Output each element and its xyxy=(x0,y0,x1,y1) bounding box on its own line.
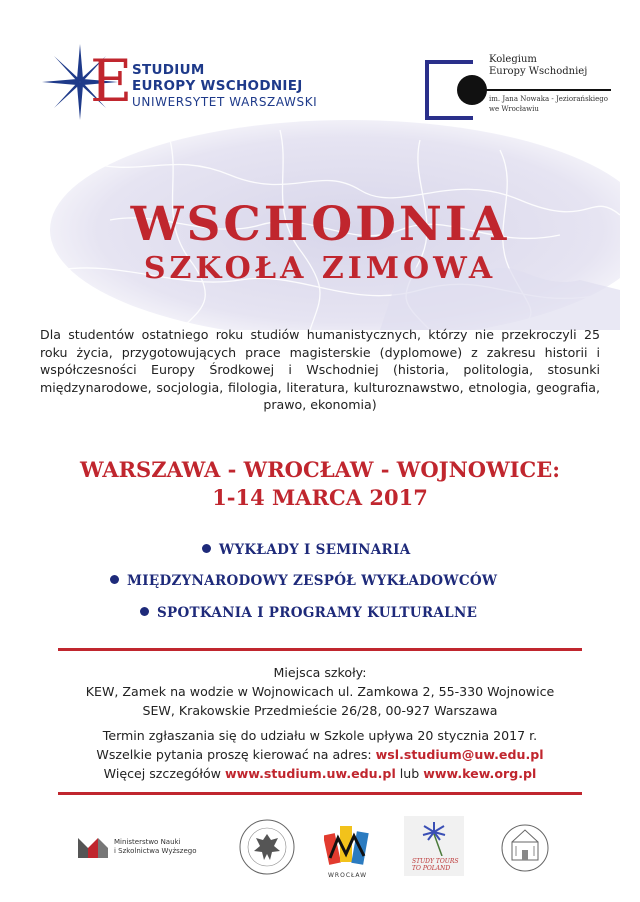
deadline-text: Termin zgłaszania się do udziału w Szkole upływa 20 stycznia 2017 r. xyxy=(102,728,538,743)
bullet-dot-icon xyxy=(202,544,211,553)
sew-line3: UNIWERSYTET WARSZAWSKI xyxy=(132,95,318,109)
kew-url-link[interactable]: www.kew.org.pl xyxy=(423,766,537,781)
kew-line3: im. Jana Nowaka - Jeziorańskiego xyxy=(489,95,608,103)
title-line1: WSCHODNIA xyxy=(130,197,510,252)
more-mid: lub xyxy=(395,766,424,781)
place-kew: KEW, Zamek na wodzie w Wojnowicach ul. Zamkowa 2, 55-330 Wojnowice xyxy=(85,684,555,699)
studium-url-link[interactable]: www.studium.uw.edu.pl xyxy=(224,766,396,781)
kew-line1: Kolegium xyxy=(489,54,537,65)
event-dates: 1-14 MARCA 2017 xyxy=(212,485,428,510)
bullet-label: MIĘDZYNARODOWY ZESPÓŁ WYKŁADOWCÓW xyxy=(127,573,498,589)
bullet-label: SPOTKANIA I PROGRAMY KULTURALNE xyxy=(157,605,478,621)
cornflower-icon xyxy=(414,820,454,856)
places-label: Miejsca szkoły: xyxy=(273,665,367,680)
questions-prefix: Wszelkie pytania proszę kierować na adres: xyxy=(96,747,376,762)
place-sew: SEW, Krakowskie Przedmieście 26/28, 00-927 Warszawa xyxy=(142,703,498,718)
ministry-logo xyxy=(78,830,228,866)
study-tours-logo xyxy=(404,816,464,876)
kew-subtitle xyxy=(489,94,608,114)
intro-paragraph: Dla studentów ostatniego roku studiów humanistycznych, którzy nie przekroczyli 25 roku życia, przygotowujących prace magisterskie (dyplomowe) z zakresu historii i współczesności Europy Środkowej i Wschodniej (historia, politologia, stosunki międzynarodowe, socjologia, filologia, literatura, kulturoznawstwo, etnologia, geografia, prawo, ekonomia) xyxy=(40,327,600,412)
kew-name xyxy=(489,54,587,78)
bullet-dot-icon xyxy=(110,575,119,584)
questions-line xyxy=(0,746,640,763)
sew-line1: STUDIUM xyxy=(132,62,205,78)
more-prefix: Więcej szczegółów xyxy=(103,766,225,781)
sew-name xyxy=(132,62,317,110)
event-places: WARSZAWA - WROCŁAW - WOJNOWICE: xyxy=(80,457,560,482)
kew-logo xyxy=(425,52,625,142)
kew-line4: we Wrocławiu xyxy=(489,105,539,113)
kew-line xyxy=(485,89,611,91)
divider-top xyxy=(58,648,582,651)
email-link[interactable]: wsl.studium@uw.edu.pl xyxy=(375,747,544,762)
ministry-line1: Ministerstwo Nauki xyxy=(114,838,181,846)
uw-seal-logo xyxy=(238,818,296,876)
kew-line2: Europy Wschodniej xyxy=(489,66,588,77)
bullet-item xyxy=(110,572,497,590)
ministry-name xyxy=(114,838,197,856)
title-line2: SZKOŁA ZIMOWA xyxy=(143,251,497,286)
wroclaw-mark-icon xyxy=(324,820,372,870)
divider-bottom xyxy=(58,792,582,795)
study-tours-line1: STUDY TOURS xyxy=(412,858,459,865)
study-tours-text xyxy=(412,858,458,872)
bullet-item xyxy=(140,604,477,622)
wroclaw-logo xyxy=(320,820,376,880)
more-info-line xyxy=(0,765,640,782)
study-tours-line2: TO POLAND xyxy=(412,865,451,872)
ministry-mark-icon xyxy=(78,834,110,858)
bullet-item xyxy=(202,541,410,559)
sew-line2: EUROPY WSCHODNIEJ xyxy=(132,78,303,94)
ministry-line2: i Szkolnictwa Wyższego xyxy=(114,847,197,855)
bullet-label: WYKŁADY I SEMINARIA xyxy=(219,542,411,558)
sew-e-letter: E xyxy=(90,47,133,115)
sew-logo xyxy=(40,42,330,122)
bullet-dot-icon xyxy=(140,607,149,616)
wroclaw-label: WROCŁAW xyxy=(328,872,368,879)
castle-crest-logo xyxy=(500,820,550,876)
kew-dot-icon xyxy=(457,75,487,105)
